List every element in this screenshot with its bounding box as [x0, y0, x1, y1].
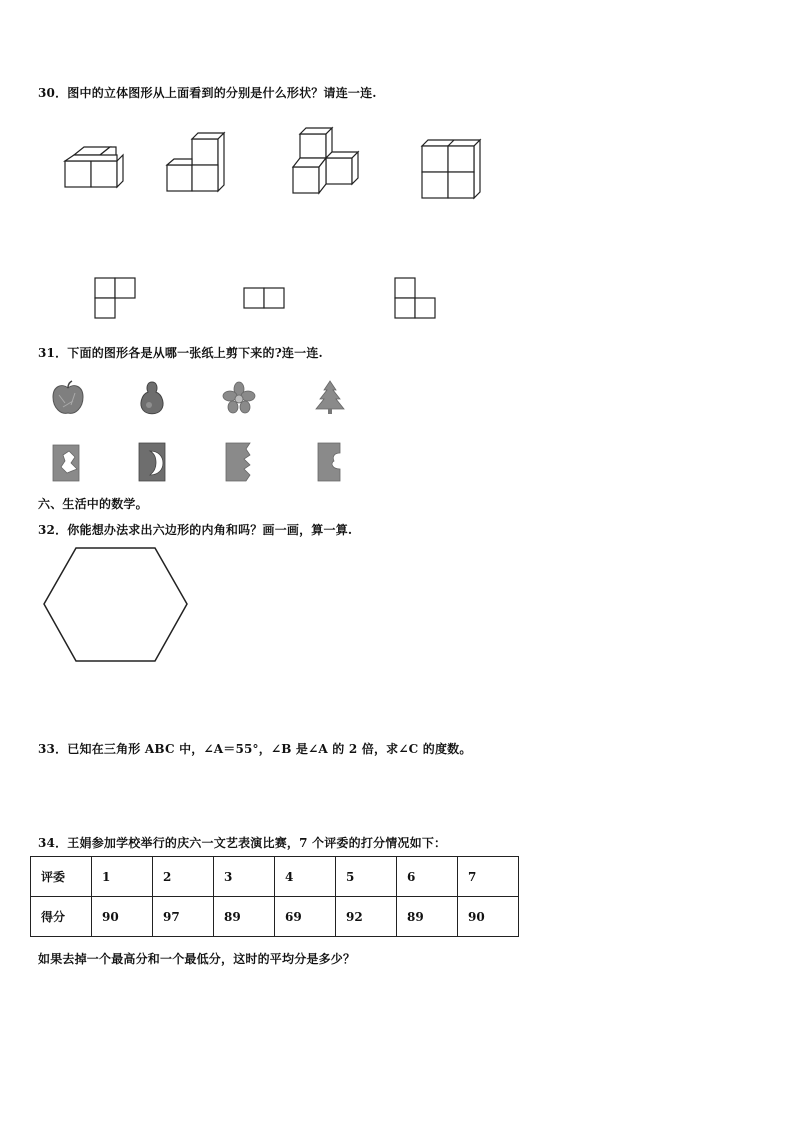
flower-cutout	[222, 381, 256, 415]
table-cell: 90	[92, 897, 153, 937]
table-cell: 3	[214, 857, 275, 897]
paper-4	[316, 441, 344, 483]
q30-view-1	[94, 277, 136, 319]
paper-1	[51, 443, 81, 483]
table-cell: 评委	[31, 857, 92, 897]
q33-text: 33．已知在三角形 ABC 中，∠A＝55°，∠B 是∠A 的 2 倍，求∠C 的度数。	[38, 742, 472, 756]
q32-text: 32．你能想办法求出六边形的内角和吗？画一画，算一算.	[38, 523, 353, 537]
apple-cutout	[51, 381, 85, 417]
table-cell: 97	[153, 897, 214, 937]
section6-title: 六、生活中的数学。	[38, 497, 148, 511]
q30-solid-1	[64, 145, 124, 190]
table-cell: 69	[275, 897, 336, 937]
hexagon	[41, 546, 191, 666]
q30-view-3	[394, 277, 436, 319]
q31-text: 31．下面的图形各是从哪一张纸上剪下来的?连一连.	[38, 346, 323, 360]
paper-3	[224, 441, 252, 483]
table-cell: 2	[153, 857, 214, 897]
q30-view-2	[243, 287, 285, 309]
tree-cutout	[313, 380, 347, 416]
table-row	[31, 897, 519, 937]
table-cell: 5	[336, 857, 397, 897]
q30-solid-3	[292, 126, 362, 194]
table-row	[31, 857, 519, 897]
q34-followup: 如果去掉一个最高分和一个最低分，这时的平均分是多少？	[38, 952, 356, 966]
table-cell: 1	[92, 857, 153, 897]
gourd-cutout	[137, 379, 167, 417]
q34-text: 34．王娟参加学校举行的庆六一文艺表演比赛，7 个评委的打分情况如下：	[38, 836, 447, 850]
table-cell: 7	[458, 857, 519, 897]
table-cell: 89	[397, 897, 458, 937]
table-cell: 6	[397, 857, 458, 897]
score-table	[30, 856, 519, 937]
table-cell: 89	[214, 897, 275, 937]
q30-solid-4	[421, 139, 483, 201]
q30-text: 30．图中的立体图形从上面看到的分别是什么形状？请连一连.	[38, 86, 377, 100]
table-cell: 90	[458, 897, 519, 937]
paper-2	[137, 441, 167, 483]
table-cell: 4	[275, 857, 336, 897]
q30-solid-2	[166, 132, 226, 192]
table-cell: 92	[336, 897, 397, 937]
table-cell: 得分	[31, 897, 92, 937]
